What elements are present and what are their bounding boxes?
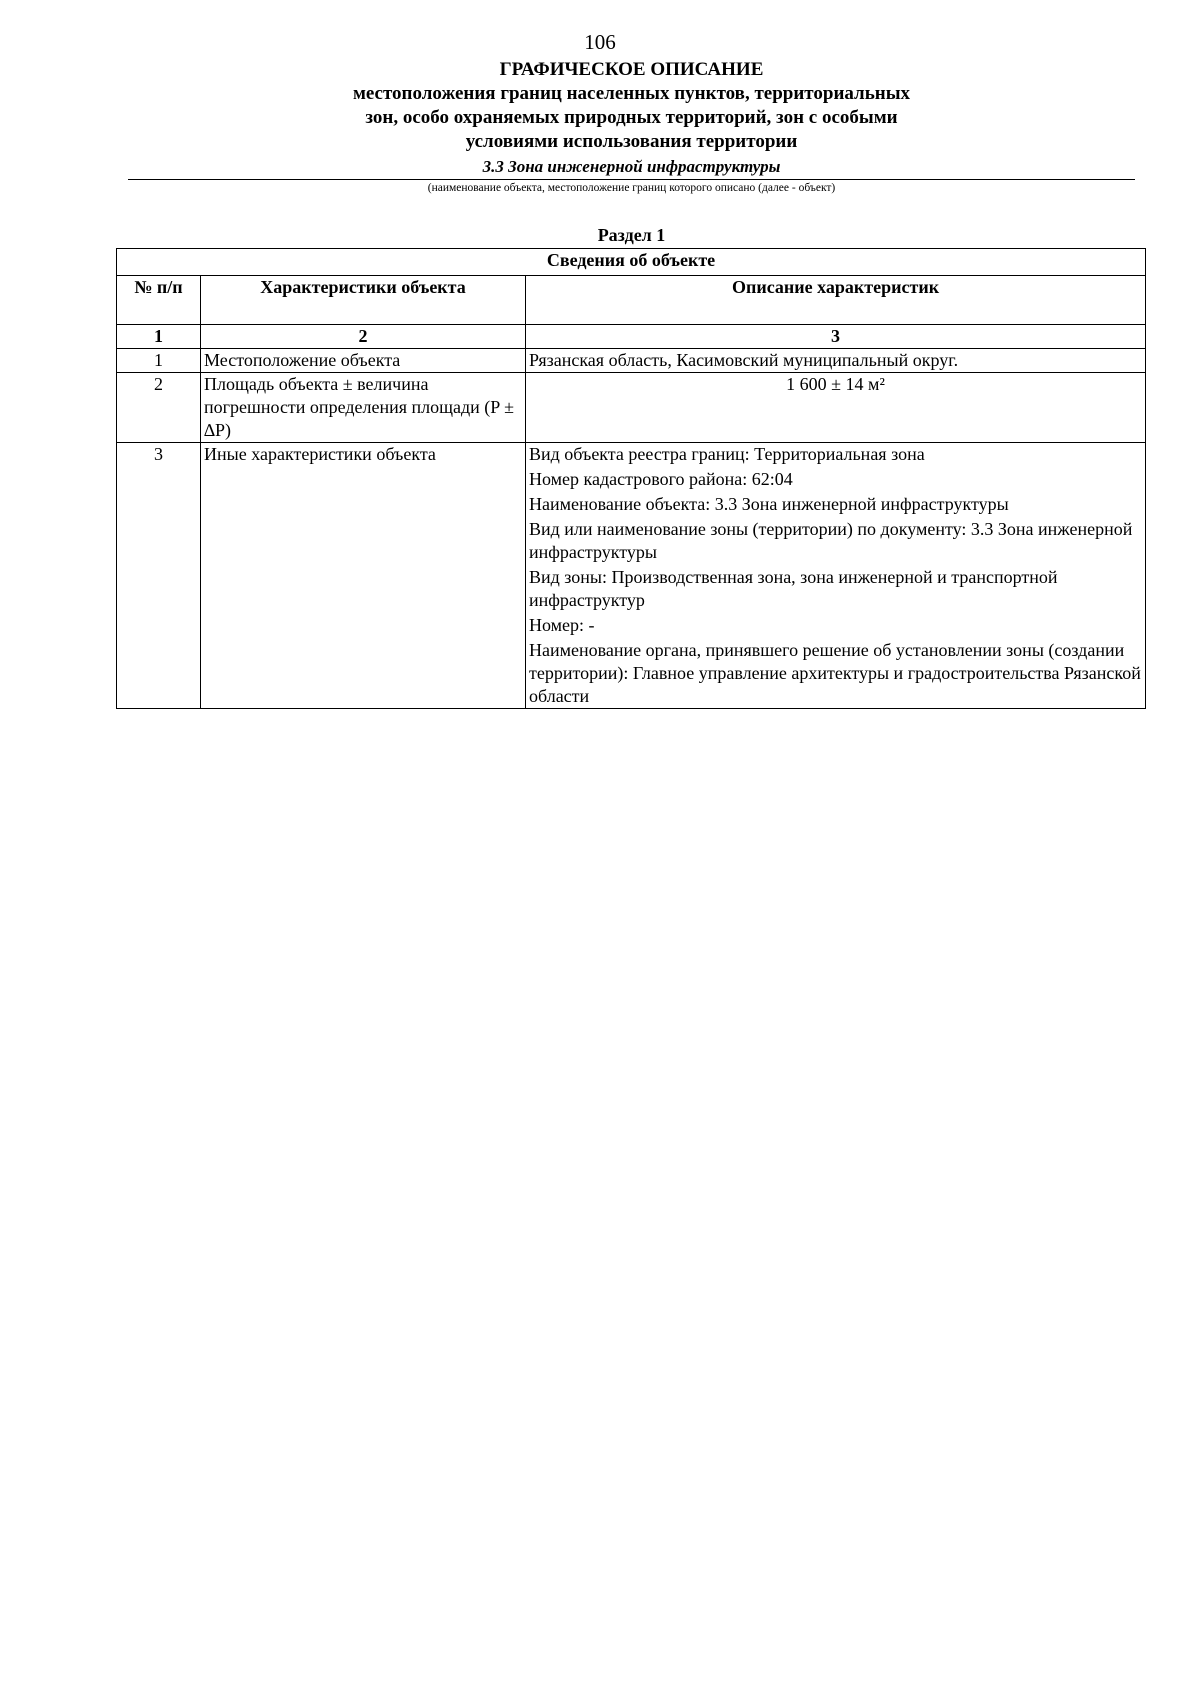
column-number: 3 (526, 325, 1146, 349)
subtitle-line: условиями использования территории (465, 131, 798, 152)
document-title: ГРАФИЧЕСКОЕ ОПИСАНИЕ (499, 59, 764, 80)
column-number: 1 (117, 325, 201, 349)
description-line: 1 600 ± 14 м² (786, 374, 885, 394)
table-row (117, 373, 1146, 443)
row-number: 3 (117, 443, 201, 709)
column-header-characteristic: Характеристики объекта (201, 276, 526, 325)
subtitle-line: зон, особо охраняемых природных территорий, зон с особыми (365, 107, 898, 128)
table-caption: Сведения об объекте (117, 249, 1146, 276)
section-title: Раздел 1 (597, 225, 666, 245)
object-caption: (наименование объекта, местоположение границ которого описано (далее - объект) (427, 182, 836, 194)
row-characteristic: Местоположение объекта (201, 349, 526, 373)
description-line: Вид или наименование зоны (территории) по документу: 3.3 Зона инженерной инфраструктуры (529, 519, 1133, 562)
row-characteristic: Иные характеристики объекта (201, 443, 526, 709)
row-description (526, 349, 1146, 373)
table-header-row (117, 276, 1146, 325)
object-info-table (116, 248, 1146, 709)
subtitle-line: местоположения границ населенных пунктов, территориальных (352, 83, 911, 104)
document-subtitle (128, 82, 1135, 154)
description-line: Наименование органа, принявшего решение об установлении зоны (создании территории): Главное управление архитектуры и градостроительства Рязанской области (529, 640, 1141, 706)
object-name: 3.3 Зона инженерной инфраструктуры (482, 157, 781, 176)
row-number: 1 (117, 349, 201, 373)
column-number: 2 (201, 325, 526, 349)
document-header (128, 58, 1135, 196)
description-line: Наименование объекта: 3.3 Зона инженерной инфраструктуры (529, 494, 1009, 514)
row-number: 2 (117, 373, 201, 443)
description-line: Вид зоны: Производственная зона, зона инженерной и транспортной инфраструктур (529, 567, 1058, 610)
column-header-number: № п/п (117, 276, 201, 325)
description-line: Номер кадастрового района: 62:04 (529, 469, 793, 489)
column-number-row (117, 325, 1146, 349)
page-number: 106 (584, 30, 616, 54)
table-row (117, 443, 1146, 709)
column-header-description: Описание характеристик (526, 276, 1146, 325)
description-line: Вид объекта реестра границ: Территориальная зона (529, 444, 925, 464)
table-row (117, 349, 1146, 373)
description-line: Рязанская область, Касимовский муниципальный округ. (529, 350, 959, 370)
row-characteristic: Площадь объекта ± величина погрешности определения площади (P ± ∆P) (201, 373, 526, 443)
table-caption-row (117, 249, 1146, 276)
underline-divider (128, 179, 1135, 180)
row-description (526, 373, 1146, 443)
row-description (526, 443, 1146, 709)
description-line: Номер: - (529, 615, 595, 635)
